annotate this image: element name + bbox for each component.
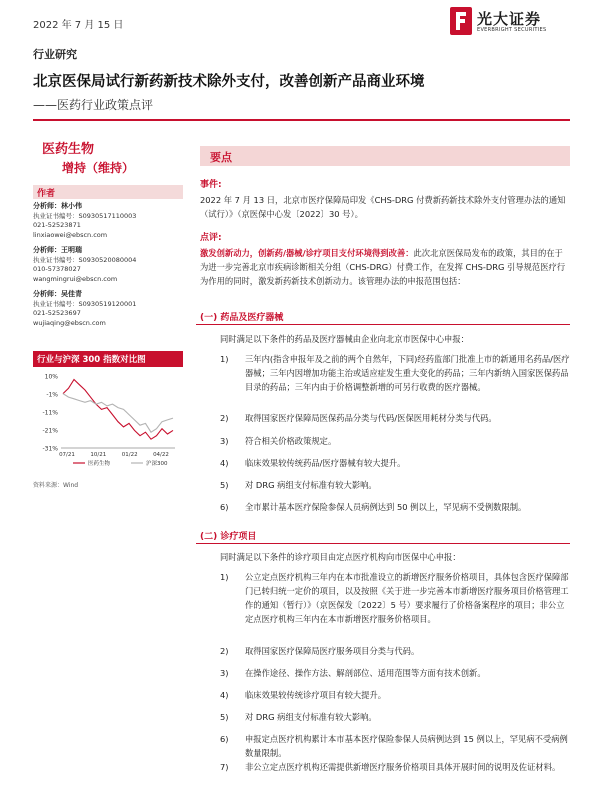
analyst-name: 分析师：林小伟 [33,202,82,210]
report-date: 2022 年 7 月 15 日 [33,20,124,31]
item-number: 2) [220,646,229,656]
analyst-card [33,290,188,328]
item-number: 6) [220,502,229,512]
item-text: 符合相关价格政策规定。 [245,436,337,446]
item-number: 4) [220,458,229,468]
y-tick-label: -21% [42,427,58,435]
index-comparison-chart [33,370,183,480]
item-number: 6) [220,734,229,744]
event-label: 事件: [200,180,222,190]
report-type: 行业研究 [33,48,77,61]
item-text: 临床效果较传统药品/医疗器械有较大提升。 [245,458,406,468]
analyst-email[interactable]: wangmingrui@ebscn.com [33,274,118,283]
brand-logo [450,6,570,40]
chart-title: 行业与沪深 300 指数对比图 [37,355,146,365]
y-tick-label: -31% [42,445,58,453]
series-line-pharma [63,380,173,440]
section2-divider [196,543,570,544]
brand-logo-icon [450,7,472,35]
section2-intro: 同时满足以下条件的诊疗项目由定点医疗机构向市医保中心申报： [220,552,461,562]
item-text: 三年内(指含申报年及之前的两个自然年，下同)经药监部门批准上市的新通用名药品/医疗器械；三年内因增加功能主治或适应症发生重大变化的药品；三年内新纳入国家医保药品目录的药品；三年内由于价格调整新增的可另行收费的医疗器械。 [245,354,570,392]
item-number: 1) [220,572,229,582]
chart-header [33,351,183,367]
x-tick-label: 01/22 [121,452,138,458]
comment-label: 点评: [200,233,222,243]
item-text: 对 DRG 病组支付标准有较大影响。 [245,712,377,722]
analyst-cert: 执业证书编号：S0930519120001 [33,299,137,308]
analyst-name: 分析师：吴佳青 [33,290,82,298]
chart-source: 资料来源：Wind [33,482,79,489]
analyst-card [33,202,188,240]
analyst-card [33,246,188,284]
report-title: 北京医保局试行新药新技术除外支付，改善创新产品商业环境 [33,74,425,90]
y-tick-label: 10% [44,373,58,381]
key-points-header [200,146,570,166]
item-text: 公立定点医疗机构三年内在本市批准设立的新增医疗服务价格项目，具体包含医疗保障部门已转归统一定价的项目，以及按照《关于进一步完善本市新增医疗服务项目价格管理工作的通知（暂行）》（京医保发〔2022〕5 号）要求履行了价格备案程序的项目；非公立定点医疗机构三年内在本市新增医疗服务价格项目。 [245,572,569,624]
item-text: 临床效果较传统诊疗项目有较大提升。 [245,690,387,700]
comment-lead: 激发创新动力，创新药/器械/诊疗项目支付环境得到改善： [200,248,414,258]
section1-intro: 同时满足以下条件的药品及医疗器械由企业向北京市医保中心申报： [220,334,469,344]
item-text: 全市累计基本医疗保险参保人员病例达到 50 例以上，罕见病不受例数限制。 [245,502,527,512]
section1-divider [196,324,570,325]
authors-header [33,185,183,199]
comment-paragraph [200,246,570,288]
legend-label: 沪深300 [146,461,168,467]
item-text: 取得国家医疗保障局医疗服务项目分类与代码。 [245,646,420,656]
sector-name: 医药生物 [42,142,95,157]
x-tick-label: 04/22 [153,452,169,458]
item-text: 非公立定点医疗机构还需提供新增医疗服务价格项目具体开展时间的说明及佐证材料。 [245,762,561,772]
x-tick-label: 07/21 [59,452,75,458]
analyst-email[interactable]: wujiaqing@ebscn.com [33,318,106,327]
item-text: 申报定点医疗机构累计本市基本医疗保险参保人员病例达到 15 例以上，罕见病不受病例数量限制。 [245,734,568,758]
item-text: 取得国家医疗保障局医保药品分类与代码/医保医用耗材分类与代码。 [245,413,497,423]
analyst-phone: 021-52523697 [33,309,81,318]
y-tick-label: -11% [42,409,58,417]
brand-name-en: EVERBRIGHT SECURITIES [477,27,547,33]
analyst-cert: 执业证书编号：S0930520080004 [33,255,137,264]
section1-title: (一) 药品及医疗器械 [200,313,284,323]
brand-name-cn: 光大证券 [477,10,542,28]
comment-text: 此次北京医保局发布的政策，其目的在于为进一步完善北京市疾病诊断相关分组（CHS-DRG）付费工作，在发挥 CHS-DRG 引导规范医疗行为作用的同时，激发新药新技术创新动力。该管理办法的申报范围包括： [200,248,566,286]
title-divider [33,119,570,121]
rating: 增持（维持） [62,161,135,175]
event-text: 2022 年 7 月 13 日，北京市医疗保障局印发《CHS-DRG 付费新药新技术除外支付管理办法的通知（试行）》（京医保中心发〔2022〕30 号）。 [200,195,566,219]
item-number: 2) [220,413,229,423]
y-tick-label: -1% [46,391,58,399]
item-number: 7) [220,762,229,772]
legend-label: 医药生物 [88,461,111,467]
item-number: 5) [220,712,229,722]
key-points-label: 要点 [210,151,232,164]
x-tick-label: 10/21 [90,452,107,458]
report-subtitle: ——医药行业政策点评 [33,98,154,112]
item-text: 在操作途径、操作方法、解剖部位、适用范围等方面有技术创新。 [245,668,486,678]
section2-title: (二) 诊疗项目 [200,532,257,542]
analyst-name: 分析师：王明瑞 [33,246,82,254]
analyst-email[interactable]: linxiaowei@ebscn.com [33,230,108,239]
analyst-cert: 执业证书编号：S0930517110003 [33,211,137,220]
authors-label: 作者 [37,189,56,199]
item-text: 对 DRG 病组支付标准有较大影响。 [245,480,377,490]
item-number: 3) [220,436,229,446]
item-number: 1) [220,354,229,364]
item-number: 5) [220,480,229,490]
analyst-phone: 010-57378027 [33,265,81,274]
series-line-csi300 [63,394,173,433]
analyst-phone: 021-52523871 [33,221,81,230]
item-number: 4) [220,690,229,700]
item-number: 3) [220,668,229,678]
